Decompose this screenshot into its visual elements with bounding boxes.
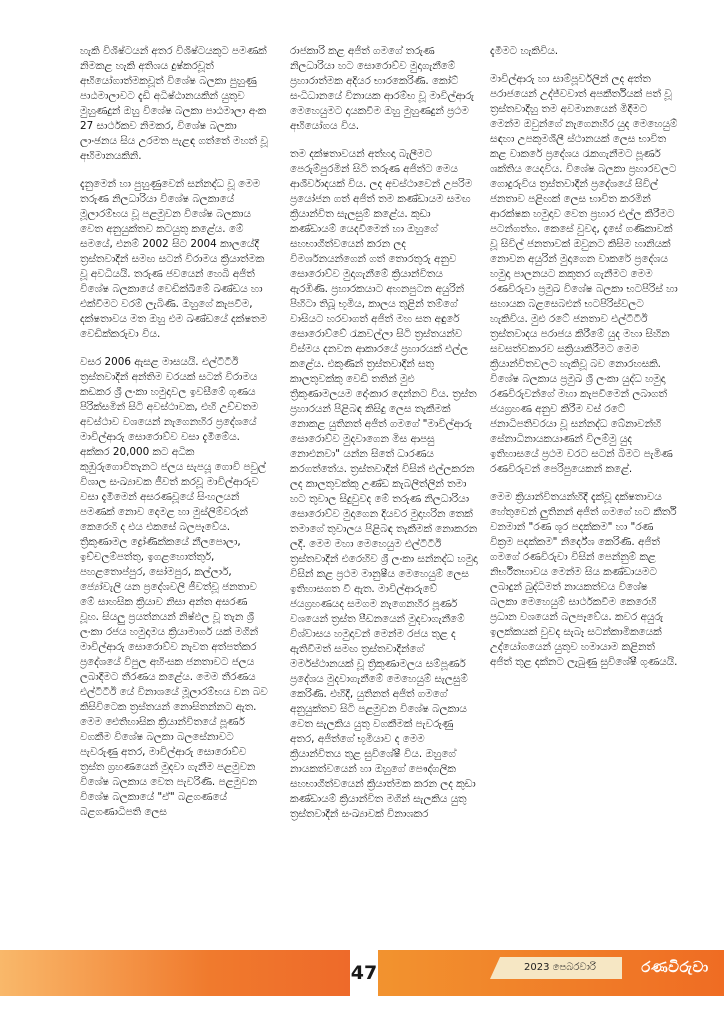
paragraph: මාවිල්ආරු හා සාම්පූර්වලින් ලද අත්ත පරාජයෙන් උද්ජ්වවාත් අපකීර්තියක් පත් වූ ත්‍රස්තවාදීහු තම අවමානයෙන් මිදීමට මෙන්ම ඔවුන්ගේ නැගෙනහිර යුද මෙහෙයුම් සඳහා උපකුමශීලී ස්ථානයක් ලෙස භාවිත කළ වාකරේ ප්‍රදේශය රැකගැනීමට පූර්ණ ශක්තිය යෙදවිය. විශේෂ බලකා ප්‍රහාරවලට ගොදුරුවිය ත්‍රස්තවාදීන් ප්‍රදේශයේ සිවිල් ජනතාව පළිඟක් ලෙස භාවිත කරමින් ආරක්ෂක හමුදාව වෙත ප්‍රහාර එල්ල කිරීමට පටන්ගත්හ. කෙසේ වුවද, දෑසේ ගණිකාවක් වූ සිවිල් ජනතාවක් ඔවුනට කිසිම හානියක් නොවන අයුරින් මුදාගෙන වාකරේ ප්‍රදේශය හමුදා පාලනයට කකුතර ගැනීමට මෙම රණවිරුවා ප්‍රමුඛ විශේෂ බලකා භටපිරිස් හා සහායක බළසෙබළුන් භටපිරිස්වලට හැකිවිය. මුළු රටේ ජනතාව එල්ටීටීඊ ත්‍රස්තවාදය පරාජය කිරීමේ යුද මහා සිහින සවසත්වකාරව සක්‍රියාකිරීමට මෙම ක්‍රියාන්විතවලට හැකිවූ බව නොරහසකි. විශේෂ බලකාය ප්‍රමුඛ ශ්‍රී ලංකා යුද්ධ හමුදා රණවිරුවන්ගේ මහා කැපවීමෙන් ලබාගත් ජයග්‍රහණ අනුව කිරීම වස් රටේ ජනාධිපතිවරයා වූ සන්නද්ධ බේනාවන්හි සේනාධිනායකයාණන් විලම්මු යුද ඉතිහාසයේ ප්‍රථම වරට සටන් බිමට පැමිණ රණවිරුවන් පෙරිපුයෙකන් කළේ. <box>490 73 678 475</box>
text-column-3 <box>490 44 678 683</box>
issue-date: 2023 පෙබරවාරි <box>524 962 596 973</box>
paragraph: මෙම ක්‍රියාන්විතයන්හිදී දැක්වූ දක්ෂතාවය හේතුවෙන් ලුතිනන් අජිත් ගමගේ හට කීර්ති වනමාන් "රණ ශූර පදක්කම" හා "රණ වික්‍රම පදක්කම" නිර්දේශ කෙරිණි. අජිත් ගමගේ රණවිරුවා විසින් පෙන්නුම් කළ නිර්භීතභාවය මෙන්ම සිය කණ්ඩායමට ලබාදුන් බුද්ධිමත් නායකත්වය විශේෂ බලකා මෙහෙයුම් සාර්ථකවීම කෙරෙහි ප්‍රධාන වශයෙන් බලපෑවේය. කවර අයුරු ඉලක්කයක් වුවද සැබෑ සටන්කාමිකයෙක් උද්යෝගයෙන් යුතුව හමායාම කළිනත් අජිත් තුළ දක්නට ලැබුණු සුවිශේෂී ගුණයයි. <box>490 491 678 668</box>
paragraph: රාජකාරි කළ අජිත් ගමගේ තරුණ නිලධාරියා හට සොරොව්ව මුදාගැනීමේ ප්‍රහාරාත්මක අදියර භාරකෙරිණි. කෝට් සංධිධානයේ විනායක ආරම්භ වූ මාවිල්ආරු මෙහෙයුමට දායකවීම ඔහු මුහුණදුන් ප්‍රථම අභියෝගය විය. <box>290 45 474 132</box>
page-number: 47 <box>350 956 378 990</box>
magazine-logo: රණවිරුවා <box>641 958 709 976</box>
paragraph: තම දක්ෂතාවයන් අත්හදා බැලීමට පෙරුම්පුරමින් සිටි තරුණ අජිත්ට මෙය ආශීර්වාදයක් විය. ලද අවස්ථාවෙන් උපරිම ප්‍රයෝජන ගත් අජිත් තම කණ්ඩායම සමඟ ක්‍රියාන්විත සැලසුම් කළේය. කුඩා කණ්ඩායම් යෙදවීමෙන් හා ඔහුගේ සහභාගීත්වයෙන් කරන ලද විමර්ශනයන්ගෙන් ගත් තොරතුරු අනුව සොරොව්ව මුදාගැනීමේ ක්‍රියාන්විතය ඇරඹිණි. ප්‍රහාරකයාට අහනපුටන අයුරින් පිහිටා තිබූ භූමිය, කාලය තුළින් තම්ගේ වාසියට හරවාගත් අජිත් මහ සත අඳුරේ සොරොව්වේ රැකවල්ලා සිටි ත්‍රස්තයන්ව විස්මය දනවන ආකාරයේ ප්‍රහාරයක් එල්ල කළේය. එකුණින් ත්‍රස්තවාදීන් සතු කාලතුවක්කු වෙඩි තතින් මුළු ත්‍රිකුණාමලයම දෝංකාර දෙන්නට විය. ත්‍රස්ත ප්‍රහාරයන් පිළිබඳ කිසිදු ලෙස තැකීමක් නොකළ යුතිනත් අජිත් ගමගේ "මාවිල්ආරු සොරොව්ව මුදවාගෙන මිස ආපසු නොඑනවා" යන්න සිතේ ධාරණය කරගත්තේය. ත්‍රස්තවාදීන් විසින් එල්ලකරන ලද කාලතුවක්කු උණ්ඩ කැබලිත්ලින් තමා හට තුවාල සිදුවුවද මේ තරුණ නිලධාරියා සොරොව්ව මුදාගෙන දියවර මුදාහරින තෙක් තමාගේ තුවාලය පිළිබඳ තැකීමක් නොකරන ලදී. මෙම මහා මෙහෙයුම එල්ටීටීඊ ත්‍රස්තවාදීන් එරෙහිව ශ්‍රී ලංකා සන්නද්ධ හමුදා විසින් කළ ප්‍රථම මානුෂීය මෙහෙයුම් ලෙස ඉතිහාසගත වී ඇත. මාවිල්ආරුවේ ජයග්‍රහණයද සමගම නැගෙනහිර පූර්ණ වශයෙන් ත්‍රස්ත පීඩනයෙන් මුදවාගැනීමේ විශ්වාසය හමුදාවන් මෙන්ම රජය තුළ ද ඇතිවීමත් සමඟ ත්‍රස්තවාදීන්ගේ මර්මස්ථානයක් වූ ත්‍රිකුණාමලය සම්පූර්ණ ප්‍රදේශය මුදවාගැනීමේ මෙහෙයුම් සැලසුම් කෙරිණි. එහිදී, යුතිනත් අජිත් ගමගේ අනුයුක්තව සිටි පළමුවන විශේෂ බලකාය වෙත සැලකිය යුතු වගකීමක් පැවරුණු අතර, අජිත්ගේ භූමියාව ද මෙම ක්‍රියාන්විතය තුළ සුවිශේෂී විය. ඔහුගේ නායකත්වයෙන් හා ඔහුගේ පෞද්ගලික සහභාගීත්වයෙන් ක්‍රියාත්මක කරන ලද කුඩා කණ්ඩායම් ක්‍රියාන්විත මගින් සැලකිය යුතු ත්‍රස්තවාදීන් සංඛ්‍යාවක් විනාශකර <box>290 148 478 820</box>
text-column-1 <box>80 44 268 833</box>
paragraph: දැනුමෙන් හා පුහුණුවෙන් සන්නද්ධ වූ මෙම තරුණ නිලධාරියා විශේෂ බලකායේ මූලාරම්භය වූ පළමුවන විශේෂ බලකාය වෙත අනුයුක්තව කටයුතු කළේය. මේ සමයේ, එනම් 2002 සිට 2004 කාලයේදී ත්‍රස්තවාදීන් සමඟ සටන් විරාමය ක්‍රියාත්මක වූ අවධියයි. තරුණ ජවයෙන් හෙබි අජිත් විශේෂ බලකායේ වෙඩික්ඛීමේ ඛණ්ඩය හා එක්වීමට වරම් ලැබිණි. ඔහුගේ කැපවීම, දක්ෂතාවය මත ඔහු එම ඛණ්ඩයේ දක්ෂතම වෙඩික්කරුවා විය. <box>80 178 268 340</box>
text-column-2 <box>290 44 478 835</box>
page-footer <box>0 944 724 1004</box>
footer-orange-band-left <box>0 950 350 996</box>
paragraph: හැකි විශිෂ්ටයන් අතර විශිෂ්ටයකුට පමණක් නිමකළ හැකි අතිශය දුෂ්කරවූත් අභියෝගාත්මකවූත් විශේෂ බලකා පුහුණු පාඨමාලාවට දැඩි අධිෂ්ඨානයකින් යුතුව මුහුණදුන් ඔහු විශේෂ බලකා පාඨමාලා අංක 27 සාර්ථකව නිමකර, විශේෂ බලකා ලාංඡනය සිය උරමත පැළඳ ගත්තේ මහත් වූ අභිමානයකිනි. <box>80 45 268 162</box>
paragraph: දැමීමට හැකිවිය. <box>490 45 559 57</box>
paragraph: වසර 2006 ඇසළ මාසයයි. එල්ටීටීඊ ත්‍රස්තවාදීන් අන්තිම වරයක් සටන් විරාමය කඩකර ශ්‍රී ලංකා හමුදාවල ඉවසීමේ ගුණය පිරික්සමින් සිටි අවස්ථාවක, එහි උච්චතම අවස්ථාව වශයෙන් නැගෙනහිර ප්‍රදේශයේ මාවිල්ආරු සොරොව්ව වසා දැමීමේය. අක්කර 20,000 කට අධික කුඹුරුගොවිතැනට ජලය සැපයූ ගොවි පවුල් විශාල සංඛ්‍යාවක ජීවත් කරවූ මාවිල්ආරුව වසා දැමීමෙන් අසරණවූයේ සිංහලයන් පමණක් නොව දෙමළ හා මුස්ලිම්වරුන් කෙරෙහි ද එය එකසේ බලපෑවේය. ත්‍රිකුණාමල ද්‍රෝණික්කයේ නීලපොලා, ඉච්චලම්පත්තු, ඉගළහොත්තුර්, පහළතොප්පුර, සෝමපුර, කල්ලාර්, ජ්‍යෝවැලි යන ප්‍රදේශවලි ජීවත්වූ ජනතාව මේ සාහසික ක්‍රියාව නිසා අන්ත අසරණ වූහ. සියලු ප්‍රයත්නයන් නිෂ්ඵල වූ තැන ශ්‍රී ලංකා රජය හමුදාමය ක්‍රියාමාර්ග යක් මගින් මාවිල්ආරු සොරොව්ව නැවත අත්පත්කර ප්‍රදේශයේ විපුල අහිංසක ජනතාවට ජලය ලබාදීමට තීරණය කළේය. මෙම තීරණය එල්ටීටීඊ යේ විනාශයේ මූලාරම්භය වන බව කිසිවිටෙක ත්‍රස්තයන් නොසිතන්නට ඇත. මෙම ඓතිහාසික ක්‍රියාන්විතයේ පූර්ණ වගකීම විශේෂ බලකා බලසේනාවට පැවරුණු අතර, මාවිල්ආරු සොරොව්ව ත්‍රස්ත ග්‍රහණයෙන් මුදවා ගැනීම පළමුවන විශේෂ බලකාය වෙත පැවරිණි. පළමුවන විශේෂ බලකායේ "ඒ" බළගණයේ බළගණාධිපති ලෙස <box>80 356 268 818</box>
